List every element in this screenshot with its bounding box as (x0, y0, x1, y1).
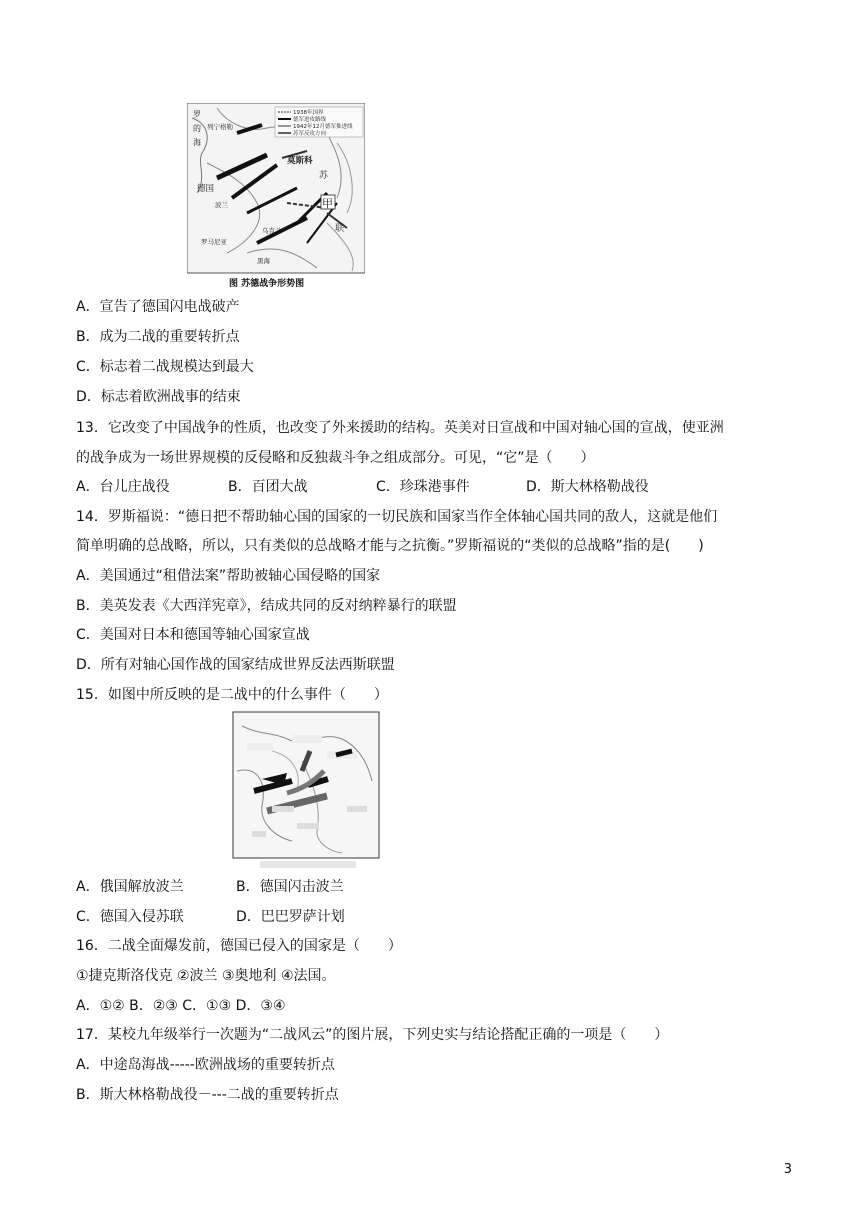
q14-stem-line2: 简单明确的总战略，所以，只有类似的总战略才能与之抗衡。”罗斯福说的“类似的总战略”指的是( ) (76, 538, 704, 554)
q17-option-a: A．中途岛海战-----欧洲战场的重要转折点 (76, 1057, 335, 1073)
q12-option-c: C．标志着二战规模达到最大 (76, 359, 254, 375)
q12-option-d: D．标志着欧洲战事的结束 (76, 389, 241, 405)
q12-option-a: A．宣告了德国闪电战破产 (76, 299, 240, 315)
q15-option-c: C．德国入侵苏联 (76, 909, 184, 925)
legend-1942-line: 1942年12月德军推进线 (293, 124, 353, 130)
label-lian: 联 (335, 224, 345, 234)
q16-options: A．①② B．②③ C．①③ D．③④ (76, 998, 286, 1014)
q16-stem: 16．二战全面爆发前，德国已侵入的国家是（ ） (76, 938, 402, 954)
q13-options (76, 477, 649, 497)
q13-option-a: A．台儿庄战役 (76, 479, 170, 495)
label-ukraine: 乌克兰 (262, 227, 282, 235)
q13-option-b: B．百团大战 (228, 479, 308, 495)
label-black-sea: 黑海 (257, 257, 270, 265)
label-germany: 德国 (197, 184, 215, 194)
q15-options-row1 (76, 877, 344, 897)
label-romania: 罗马尼亚 (201, 238, 227, 246)
war-map-graphic (187, 103, 365, 291)
legend-german-advance: 德军进攻路线 (293, 117, 327, 123)
q14-stem-line1: 14．罗斯福说：“德日把不帮助轴心国的国家的一切民族和国家当作全体轴心国共同的敌人，这就是他们 (76, 509, 718, 525)
q15-option-a: A．俄国解放波兰 (76, 879, 184, 895)
q13-option-d: D．斯大林格勒战役 (526, 479, 649, 495)
q14-option-d: D．所有对轴心国作战的国家结成世界反法西斯联盟 (76, 657, 395, 673)
q15-stem: 15．如图中所反映的是二战中的什么事件（ ） (76, 687, 388, 703)
q17-stem: 17．某校九年级举行一次题为“二战风云”的图片展，下列史实与结论搭配正确的一项是（ ） (76, 1027, 669, 1043)
q15-options-row2 (76, 907, 345, 927)
q14-option-a: A．美国通过“租借法案”帮助被轴心国侵略的国家 (76, 568, 381, 584)
q15-option-d: D．巴巴罗萨计划 (236, 909, 345, 925)
q15-option-b: B．德国闪击波兰 (236, 879, 344, 895)
q13-stem-line2: 的战争成为一场世界规模的反侵略和反独裁斗争之组成部分。可见，“它”是（ ） (76, 450, 595, 466)
soviet-german-war-map (187, 103, 365, 291)
label-su: 苏 (319, 171, 329, 181)
invasion-map-graphic (232, 711, 380, 869)
label-hai: 海 (193, 138, 201, 147)
label-jia: 甲 (322, 197, 333, 210)
label-leningrad: 列宁格勒 (207, 123, 233, 131)
q17-option-b: B．斯大林格勒战役－---二战的重要转折点 (76, 1087, 339, 1103)
map1-caption: 图 苏德战争形势图 (229, 279, 305, 289)
label-moscow: 莫斯科 (287, 156, 313, 166)
q14-option-c: C．美国对日本和德国等轴心国家宣战 (76, 627, 310, 643)
legend-soviet-counter: 苏军反攻方向 (293, 131, 327, 137)
label-poland: 波兰 (215, 201, 228, 209)
q14-option-b: B．美英发表《大西洋宪章》，结成共同的反对纳粹暴行的联盟 (76, 598, 457, 614)
q16-items: ①捷克斯洛伐克 ②波兰 ③奥地利 ④法国。 (76, 968, 336, 984)
label-de: 的 (193, 124, 201, 133)
q13-stem-line1: 13．它改变了中国战争的性质，也改变了外来援助的结构。英美对日宣战和中国对轴心国的宣战，使亚洲 (76, 420, 724, 436)
q13-option-c: C．珍珠港事件 (376, 479, 470, 495)
page-number: 3 (783, 1162, 792, 1177)
invasion-map (232, 711, 380, 869)
label-luo: 罗 (193, 110, 201, 119)
legend-border: 1938年国界 (293, 110, 324, 116)
q12-option-b: B．成为二战的重要转折点 (76, 329, 240, 345)
